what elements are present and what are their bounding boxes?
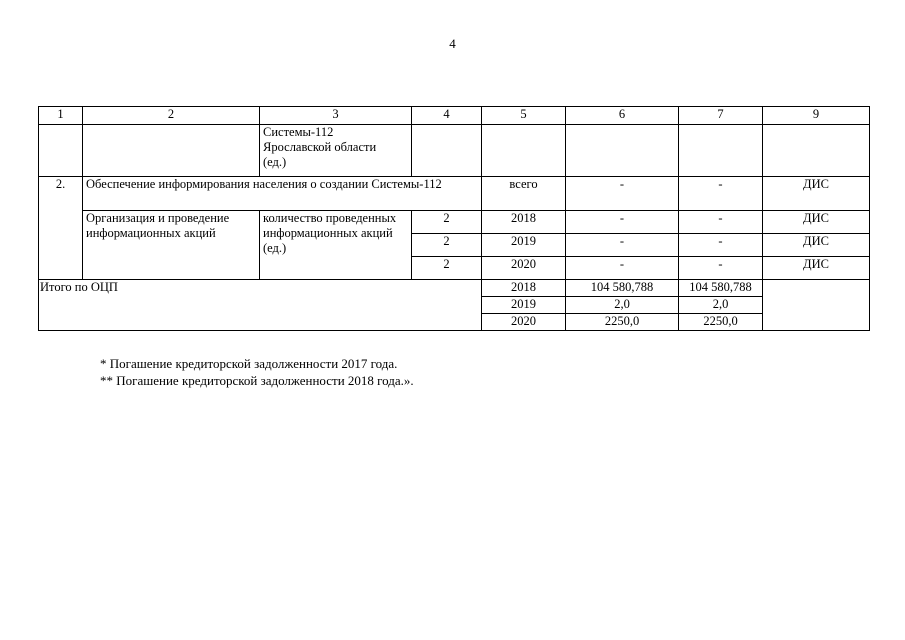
empty-cell <box>763 280 870 331</box>
value-cell: 2 <box>412 234 482 257</box>
year-cell: 2019 <box>482 234 566 257</box>
value-cell: 2 <box>412 257 482 280</box>
empty-cell <box>763 125 870 177</box>
measure-name: Организация и проведение информационных акций <box>83 211 260 280</box>
year-cell: 2018 <box>482 280 566 297</box>
empty-cell <box>412 125 482 177</box>
executor-cell: ДИС <box>763 234 870 257</box>
amount-cell: 2250,0 <box>566 314 679 331</box>
amount-cell: 104 580,788 <box>566 280 679 297</box>
year-cell: 2019 <box>482 297 566 314</box>
amount-cell: - <box>679 211 763 234</box>
sub-row <box>39 211 870 234</box>
header-cell: 3 <box>260 107 412 125</box>
amount-cell: - <box>566 177 679 211</box>
header-cell: 1 <box>39 107 83 125</box>
continuation-row <box>39 125 870 177</box>
indicator-line: Ярославской области <box>263 140 377 154</box>
empty-cell <box>679 125 763 177</box>
executor-cell: ДИС <box>763 257 870 280</box>
header-cell: 4 <box>412 107 482 125</box>
header-cell: 5 <box>482 107 566 125</box>
amount-cell: - <box>679 177 763 211</box>
amount-cell: - <box>679 234 763 257</box>
amount-cell: - <box>566 257 679 280</box>
indicator-name: количество проведенных информационных акций (ед.) <box>260 211 412 280</box>
empty-cell <box>39 125 83 177</box>
total-label: Итого по ОЦП <box>39 280 482 331</box>
year-cell: 2020 <box>482 257 566 280</box>
empty-cell <box>482 125 566 177</box>
empty-cell <box>566 125 679 177</box>
footnotes <box>100 355 414 389</box>
item-title: Обеспечение информирования населения о создании Системы-112 <box>83 177 482 211</box>
amount-cell: - <box>566 234 679 257</box>
period-cell: всего <box>482 177 566 211</box>
indicator-line: Системы-112 <box>263 125 334 139</box>
amount-cell: - <box>679 257 763 280</box>
header-cell: 2 <box>83 107 260 125</box>
empty-cell <box>83 125 260 177</box>
footnote: ** Погашение кредиторской задолженности 2018 года.». <box>100 373 414 388</box>
amount-cell: 2,0 <box>679 297 763 314</box>
header-cell: 6 <box>566 107 679 125</box>
item-2-row <box>39 177 870 211</box>
executor-cell: ДИС <box>763 211 870 234</box>
amount-cell: - <box>566 211 679 234</box>
indicator-cell <box>260 125 412 177</box>
indicator-line: (ед.) <box>263 155 287 169</box>
item-number: 2. <box>39 177 83 280</box>
amount-cell: 2250,0 <box>679 314 763 331</box>
program-table <box>38 106 870 331</box>
header-row <box>39 107 870 125</box>
amount-cell: 2,0 <box>566 297 679 314</box>
year-cell: 2020 <box>482 314 566 331</box>
header-cell: 9 <box>763 107 870 125</box>
executor-cell: ДИС <box>763 177 870 211</box>
footnote: * Погашение кредиторской задолженности 2017 года. <box>100 356 398 371</box>
total-row <box>39 280 870 297</box>
amount-cell: 104 580,788 <box>679 280 763 297</box>
value-cell: 2 <box>412 211 482 234</box>
page-number: 4 <box>449 36 456 51</box>
year-cell: 2018 <box>482 211 566 234</box>
header-cell: 7 <box>679 107 763 125</box>
